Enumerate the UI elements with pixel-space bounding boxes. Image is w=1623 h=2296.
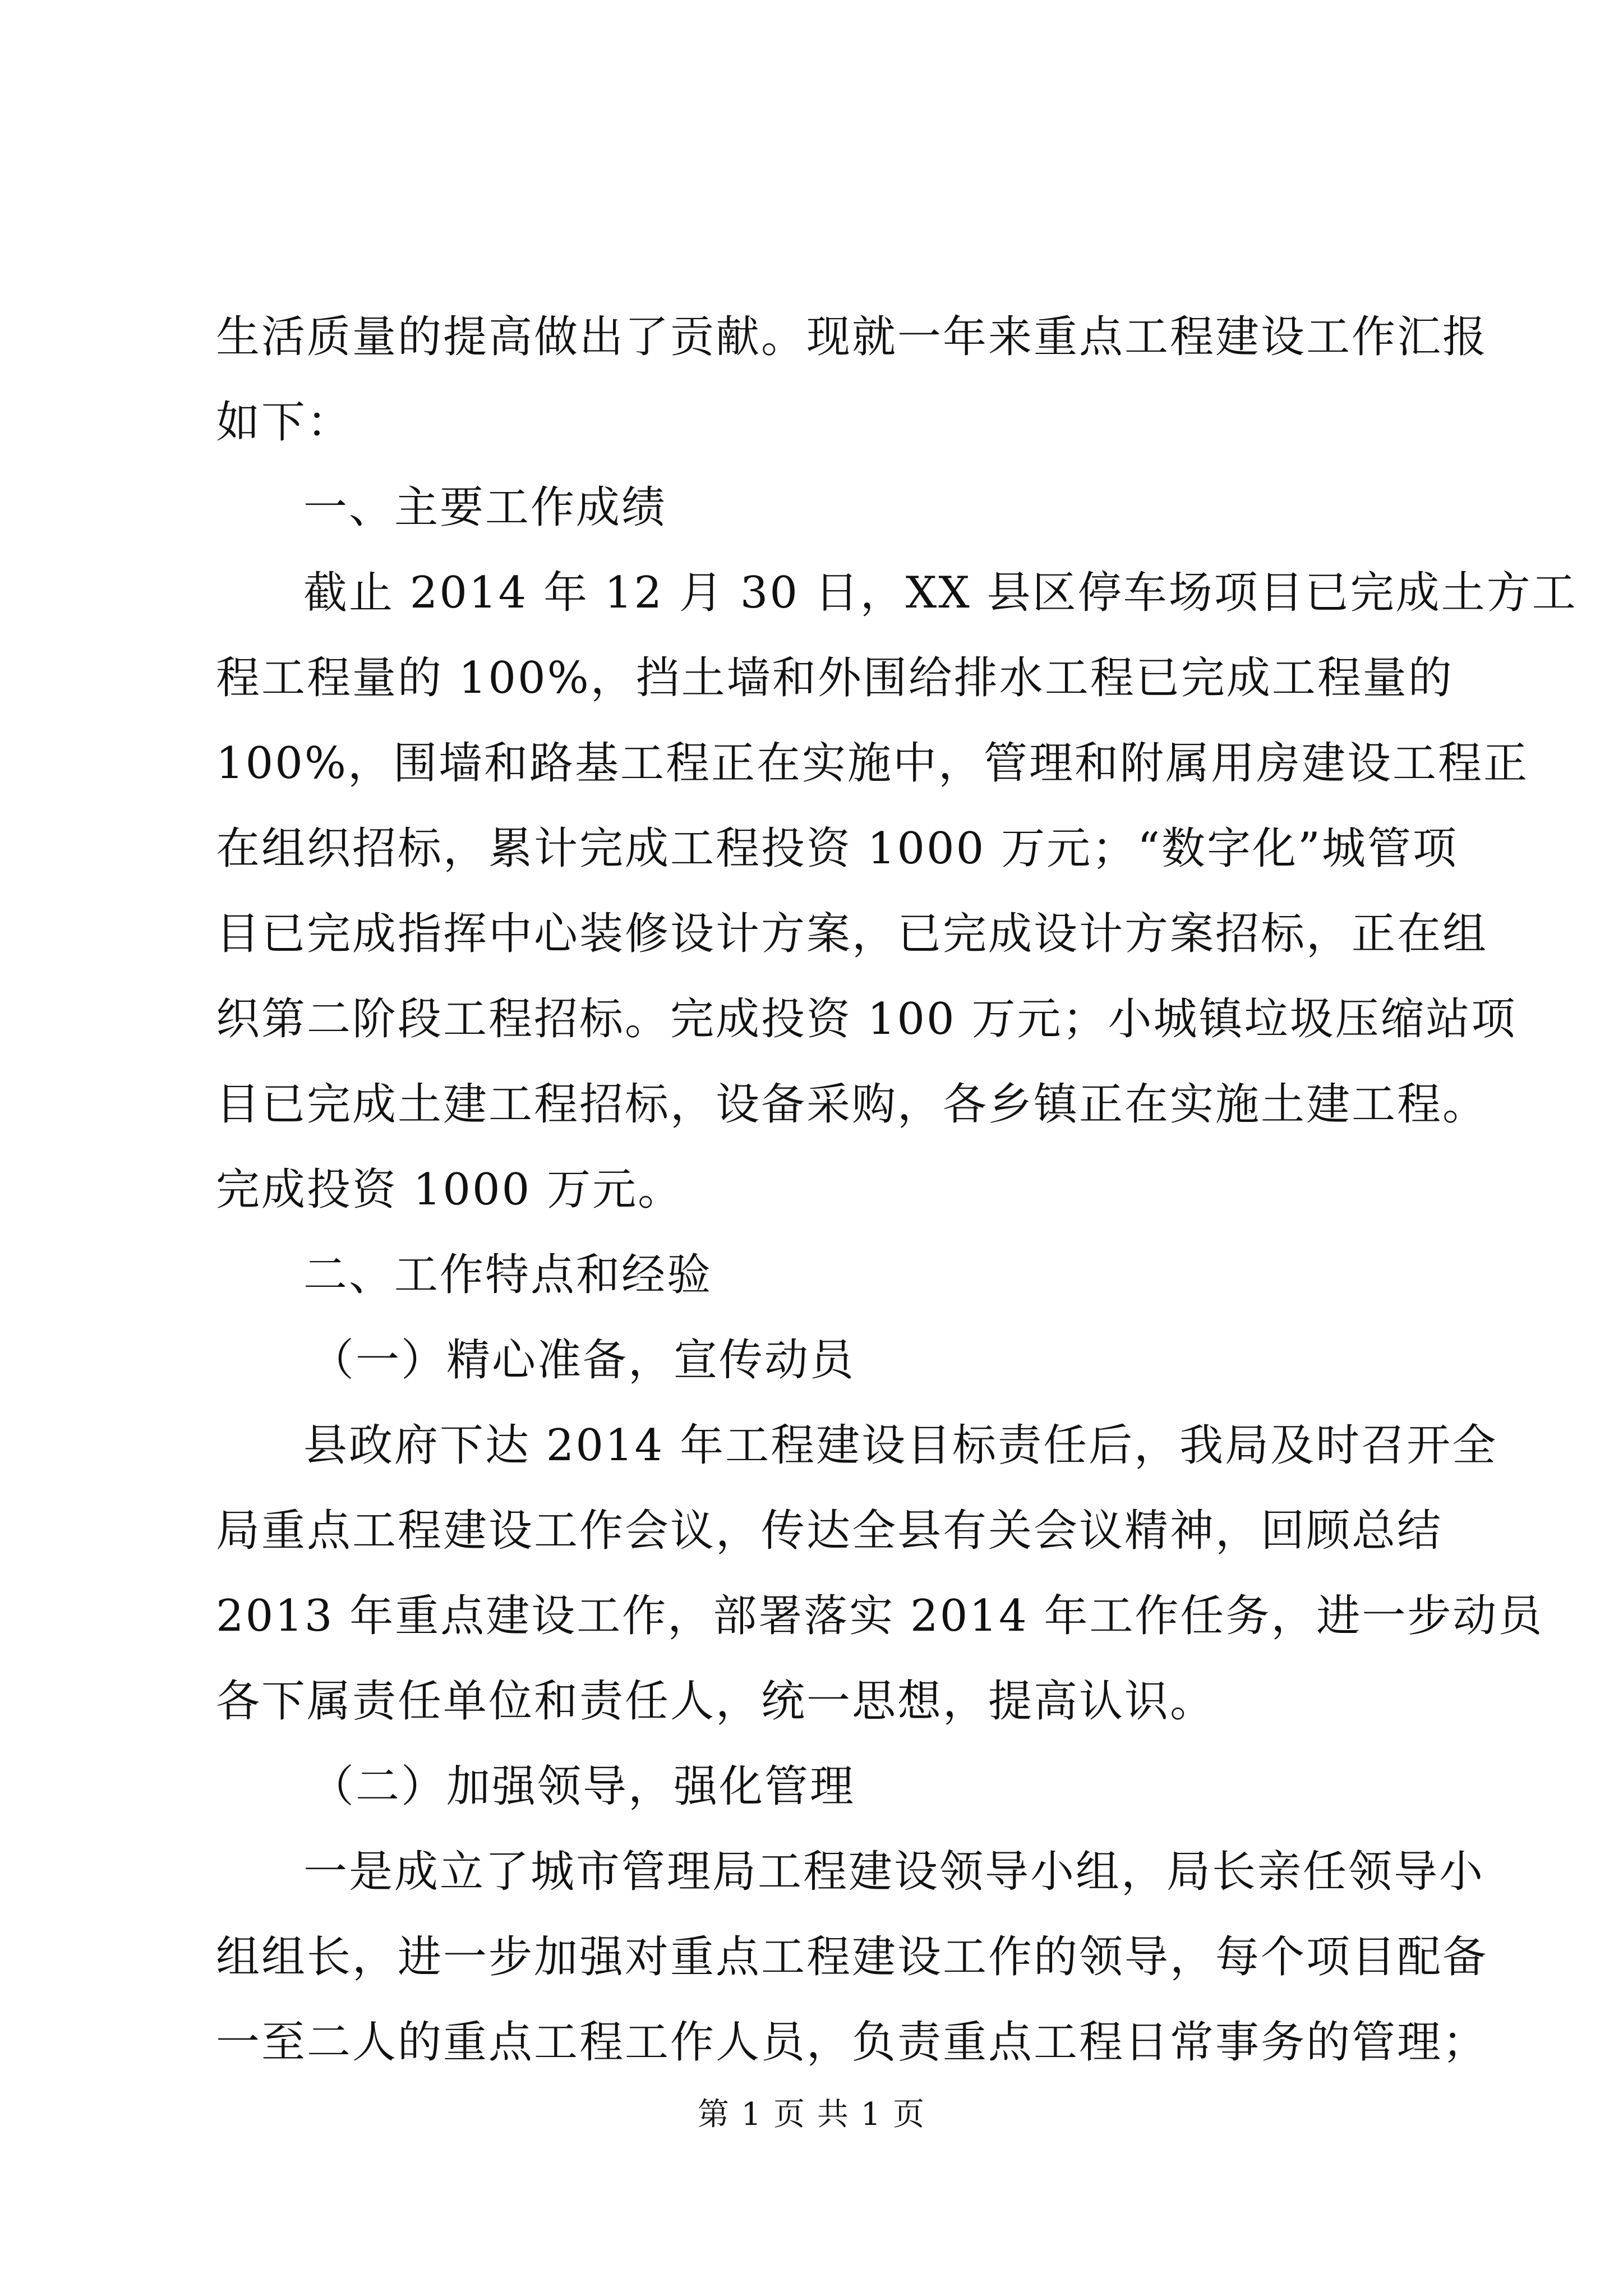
paragraph-line: 目已完成指挥中心装修设计方案，已完成设计方案招标，正在组 bbox=[216, 909, 1488, 959]
paragraph-line: 县政府下达 2014 年工程建设目标责任后，我局及时召开全 bbox=[303, 1420, 1498, 1471]
paragraph-line: 目已完成土建工程招标，设备采购，各乡镇正在实施土建工程。 bbox=[216, 1079, 1488, 1130]
subsection-heading: （一）精心准备，宣传动员 bbox=[310, 1335, 856, 1386]
paragraph-line: 完成投资 1000 万元。 bbox=[216, 1165, 684, 1215]
paragraph-line: 一是成立了城市管理局工程建设领导小组，局长亲任领导小 bbox=[303, 1847, 1485, 1897]
page-number-footer: 第 1 页 共 1 页 bbox=[697, 2096, 926, 2133]
paragraph-line: 100%，围墙和路基工程正在实施中，管理和附属用房建设工程正 bbox=[216, 738, 1529, 789]
paragraph-line: 截止 2014 年 12 月 30 日，XX 县区停车场项目已完成土方工 bbox=[303, 568, 1578, 618]
section-heading: 二、工作特点和经验 bbox=[303, 1250, 713, 1300]
paragraph-line: 一至二人的重点工程工作人员，负责重点工程日常事务的管理； bbox=[216, 2017, 1488, 2068]
paragraph-line: 程工程量的 100%，挡土墙和外围给排水工程已完成工程量的 bbox=[216, 653, 1454, 703]
paragraph-line: 如下： bbox=[216, 397, 353, 448]
subsection-heading: （二）加强领导，强化管理 bbox=[310, 1761, 856, 1812]
paragraph-line: 2013 年重点建设工作，部署落实 2014 年工作任务，进一步动员 bbox=[216, 1591, 1544, 1641]
section-heading: 一、主要工作成绩 bbox=[303, 482, 667, 533]
document-body bbox=[216, 295, 1578, 2085]
paragraph-line: 组组长，进一步加强对重点工程建设工作的领导，每个项目配备 bbox=[216, 1932, 1488, 1982]
paragraph-line: 局重点工程建设工作会议，传达全县有关会议精神，回顾总结 bbox=[216, 1506, 1443, 1556]
paragraph-line: 在组织招标，累计完成工程投资 1000 万元；“数字化”城管项 bbox=[216, 823, 1458, 874]
paragraph-line: 织第二阶段工程招标。完成投资 100 万元；小城镇垃圾压缩站项 bbox=[216, 994, 1517, 1045]
paragraph-line: 生活质量的提高做出了贡献。现就一年来重点工程建设工作汇报 bbox=[216, 312, 1488, 362]
paragraph-line: 各下属责任单位和责任人，统一思想，提高认识。 bbox=[216, 1676, 1216, 1727]
